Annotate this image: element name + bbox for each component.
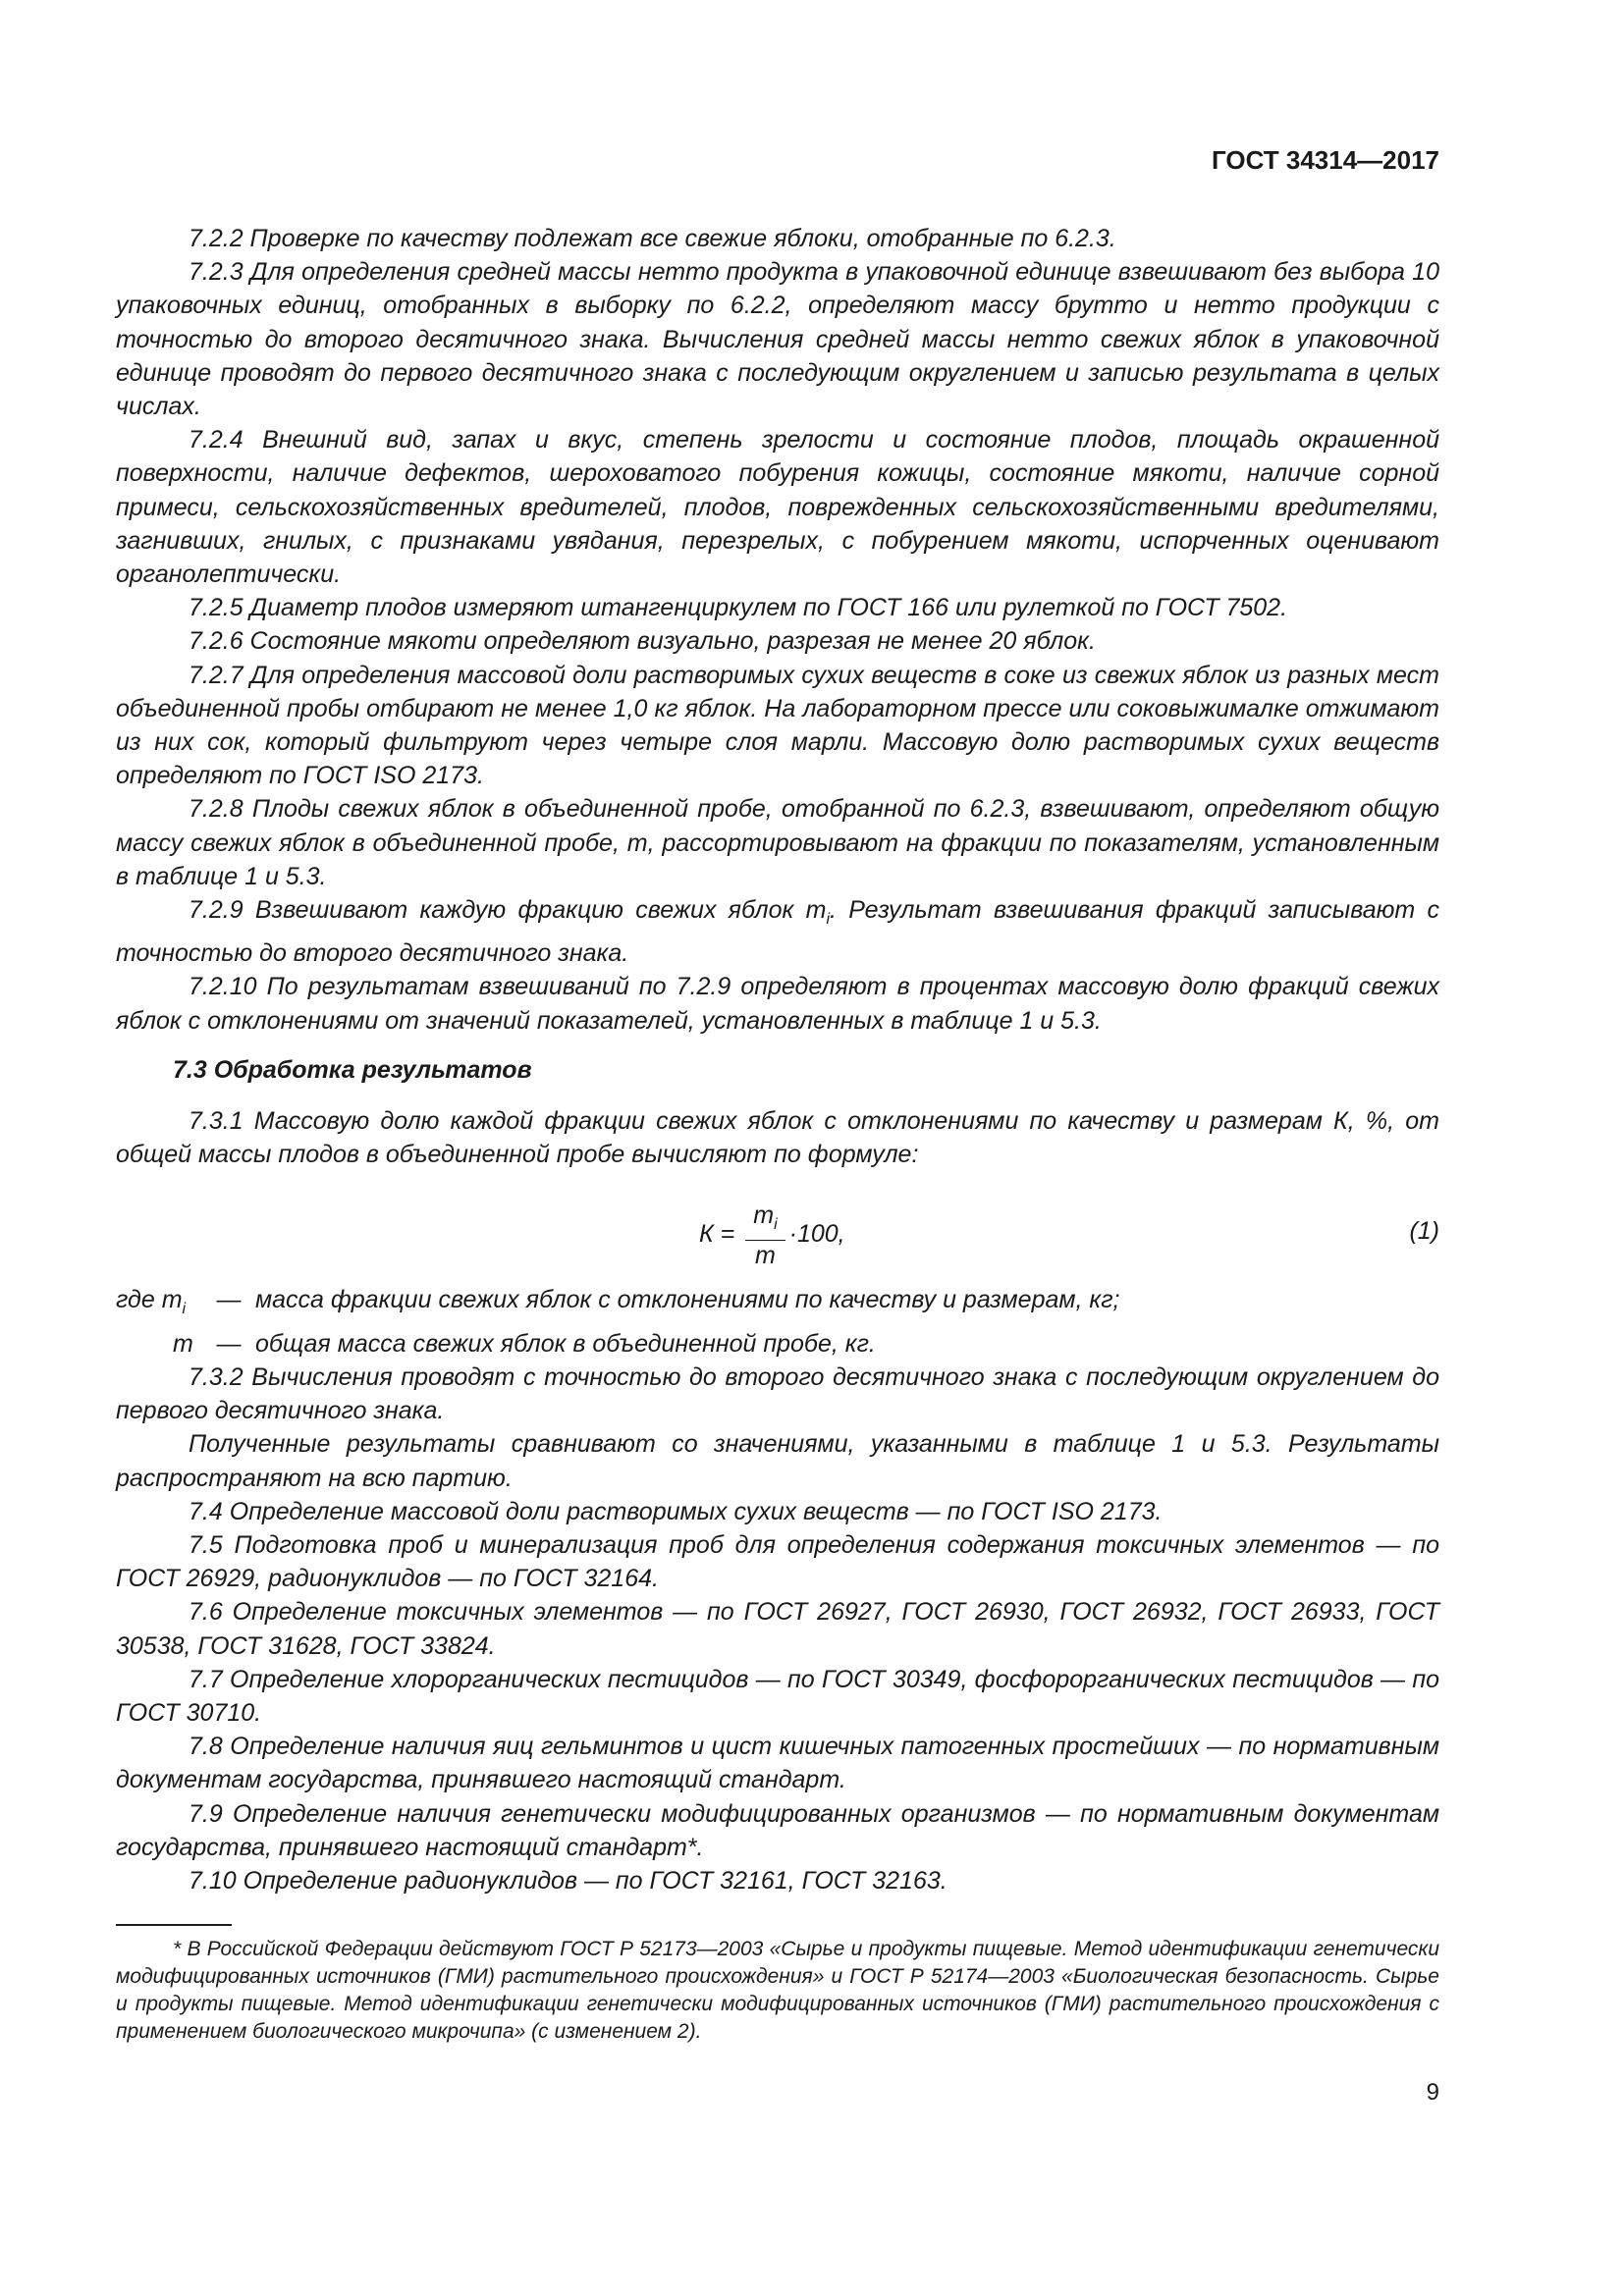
paragraph-7-4: 7.4 Определение массовой доли растворимых сухих веществ — по ГОСТ ISO 2173. [189, 1497, 1163, 1525]
formula-multiplier: ·100, [788, 1220, 845, 1249]
paragraph-results: Полученные результаты сравнивают со значениями, указанными в таблице 1 и 5.3. Результаты распространяют на всю партию. [116, 1430, 1439, 1492]
paragraph-7-2-9-subscript: i [826, 911, 830, 929]
formula-fraction [745, 1201, 785, 1270]
formula-expression [699, 1201, 845, 1270]
paragraph-7-2-3: 7.2.3 Для определения средней массы нетто продукта в упаковочной единице взвешивают без выбора 10 упаковочных единиц, отобранных в выборку по 6.2.2, определяют массу брутто и нетто продукции с точностью до второго десятичного знака. Вычисления средней массы нетто свежих яблок в упаковочной единице проводят до первого десятичного знака с последующим округлением и записью результата в целых числах. [116, 258, 1439, 421]
paragraph-7-2-9 [116, 893, 1439, 970]
paragraph-7-2-2: 7.2.2 Проверке по качеству подлежат все свежие яблоки, отобранные по 6.2.3. [189, 225, 1116, 252]
paragraph-7-3-1: 7.3.1 Массовую долю каждой фракции свежих яблок с отклонениями по качеству и размерам К, %, от общей массы плодов в объединенной пробе вычисляют по формуле: [116, 1107, 1439, 1169]
paragraph-7-3-2: 7.3.2 Вычисления проводят с точностью до второго десятичного знака с последующим округлением до первого десятичного знака. [116, 1362, 1439, 1425]
paragraph-7-5: 7.5 Подготовка проб и минерализация проб для определения содержания токсичных элементов — по ГОСТ 26929, радионуклидов — по ГОСТ 32164. [116, 1530, 1439, 1593]
where-symbol: где $m_i$ [116, 1286, 187, 1318]
footnote: * В Российской Федерации действуют ГОСТ Р 52173—2003 «Сырье и продукты пищевые. Метод идентификации генетически модифицированных источников (ГМИ) растительного происхождения» и ГОСТ Р 52174—2003 «Биологическая безопасность. Сырье и продукты пищевые. Метод идентификации генетически модифицированных источников (ГМИ) растительного происхождения с применением биологического микрочипа» (с изменением 2). [116, 1938, 1439, 2043]
page-number: 9 [1426, 2079, 1439, 2106]
where-dash: — [216, 1286, 242, 1314]
paragraph-7-7: 7.7 Определение хлорорганических пестицидов — по ГОСТ 30349, фосфорорганических пестицидов — по ГОСТ 30710. [116, 1665, 1439, 1727]
document-body [116, 222, 1439, 1897]
paragraph-7-2-10: 7.2.10 По результатам взвешиваний по 7.2.9 определяют в процентах массовую долю фракций свежих яблок с отклонениями от значений показателей, установленных в таблице 1 и 5.3. [116, 973, 1439, 1035]
formula-number: (1) [1409, 1217, 1439, 1246]
formula-denominator: m [755, 1242, 776, 1270]
where-line-2 [116, 1327, 1439, 1361]
formula-1 [116, 1185, 1439, 1283]
paragraph-7-2-4: 7.2.4 Внешний вид, запах и вкус, степень зрелости и состояние плодов, площадь окрашенной поверхности, наличие дефектов, шероховатого побурения кожицы, состояние мякоти, наличие сорной примеси, сельскохозяйственных вредителей, плодов, поврежденных сельскохозяйственными вредителями, загнивших, гнилых, с признаками увядания, перезрелых, с побурением мякоти, испорченных оценивают органолептически. [116, 426, 1439, 589]
paragraph-7-2-7: 7.2.7 Для определения массовой доли растворимых сухих веществ в соке из свежих яблок из разных мест объединенной пробы отбирают не менее 1,0 кг яблок. На лабораторном прессе или соковыжималке отжимают из них сок, который фильтруют через четыре слоя марли. Массовую долю растворимых сухих веществ определяют по ГОСТ ISO 2173. [116, 661, 1439, 790]
footnote-separator [116, 1924, 232, 1926]
paragraph-7-6: 7.6 Определение токсичных элементов — по ГОСТ 26927, ГОСТ 26930, ГОСТ 26932, ГОСТ 26933, ГОСТ 30538, ГОСТ 31628, ГОСТ 33824. [116, 1598, 1439, 1660]
formula-lhs: К = [699, 1220, 735, 1249]
where-symbol: m [173, 1329, 193, 1358]
paragraph-7-9: 7.9 Определение наличия генетически модифицированных организмов — по нормативным документам государства, принявшего настоящий стандарт*. [116, 1799, 1439, 1861]
paragraph-7-2-9-end: . Результат взвешивания фракций записывают с точностью до второго десятичного знака. [116, 896, 1439, 968]
paragraph-7-2-8: 7.2.8 Плоды свежих яблок в объединенной пробе, отобранной по 6.2.3, взвешивают, определяют общую массу свежих яблок в объединенной пробе, m, рассортировывают на фракции по показателям, установленным в таблице 1 и 5.3. [116, 795, 1439, 890]
section-7-3-title: 7.3 Обработка результатов [173, 1055, 532, 1084]
paragraph-7-2-9-start: 7.2.9 Взвешивают каждую фракцию свежих яблок m [189, 896, 827, 925]
where-text: масса фракции свежих яблок с отклонениями по качеству и размерам, кг; [255, 1286, 1120, 1314]
where-dash: — [216, 1329, 242, 1358]
paragraph-7-2-6: 7.2.6 Состояние мякоти определяют визуально, разрезая не менее 20 яблок. [189, 627, 1096, 656]
where-line-1 [116, 1283, 1439, 1326]
where-text: общая масса свежих яблок в объединенной пробе, кг. [255, 1329, 876, 1358]
paragraph-7-2-5: 7.2.5 Диаметр плодов измеряют штангенциркулем по ГОСТ 166 или рулеткой по ГОСТ 7502. [189, 594, 1288, 622]
paragraph-7-10: 7.10 Определение радионуклидов — по ГОСТ 32161, ГОСТ 32163. [189, 1866, 947, 1895]
document-number-header: ГОСТ 34314—2017 [1212, 145, 1439, 175]
formula-numerator: $m_i$ [745, 1201, 785, 1241]
paragraph-7-8: 7.8 Определение наличия яиц гельминтов и цист кишечных патогенных простейших — по нормативным документам государства, принявшего настоящий стандарт. [116, 1733, 1439, 1794]
